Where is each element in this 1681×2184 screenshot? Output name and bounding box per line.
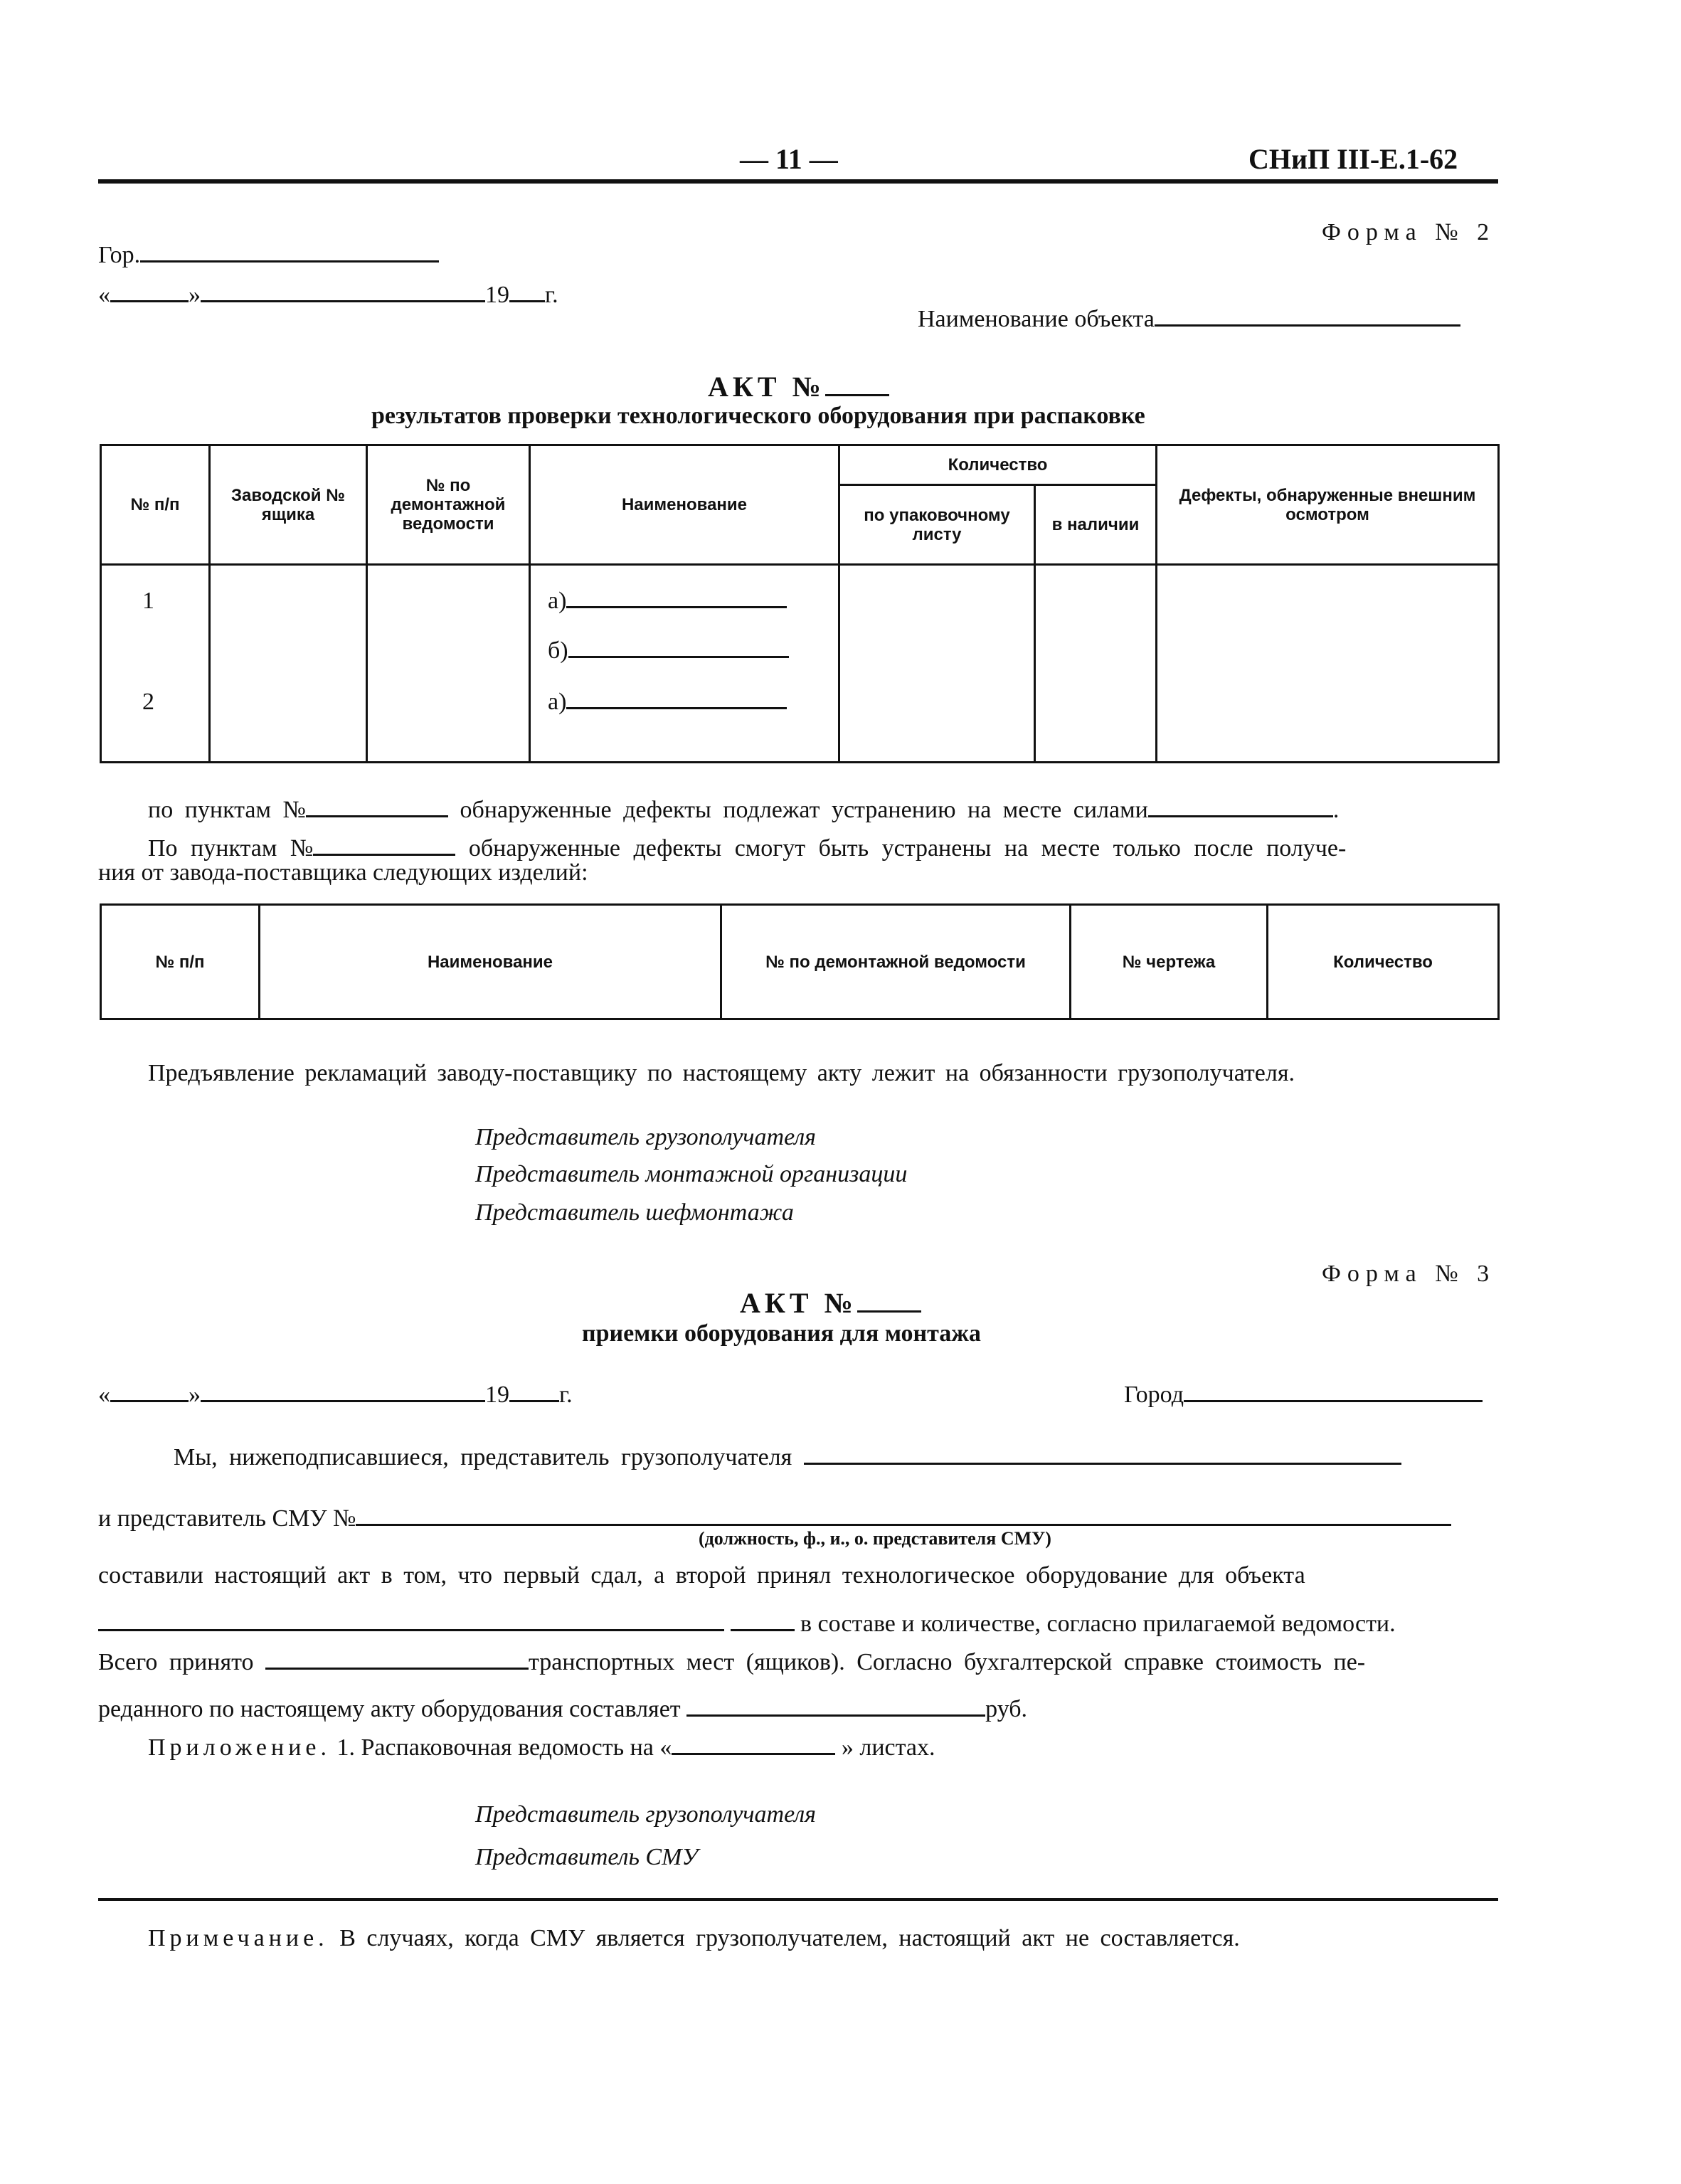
claim-text: Предъявление рекламаций заводу-поставщику по настоящему акту лежит на обязанности грузополучателя. bbox=[148, 1060, 1295, 1086]
item-marker: а) bbox=[548, 588, 567, 614]
form3-date-month-field[interactable] bbox=[201, 1399, 485, 1402]
header-rule bbox=[98, 179, 1498, 184]
form3-line6 bbox=[98, 1696, 1027, 1723]
table-row-num: 1 bbox=[142, 588, 154, 614]
form3-city-field[interactable] bbox=[1184, 1399, 1483, 1402]
form3-line5 bbox=[98, 1649, 1365, 1676]
table-cell-dismount[interactable] bbox=[367, 565, 530, 763]
consignee-rep-field[interactable] bbox=[804, 1462, 1401, 1465]
form2-city-line bbox=[98, 242, 439, 269]
table-cell-qty-packing[interactable] bbox=[839, 565, 1035, 763]
note-text: В случаях, когда СМУ является грузополучателем, настоящий акт не составляется. bbox=[339, 1925, 1240, 1951]
form3-date-open-quote: « bbox=[98, 1382, 110, 1408]
object-name-field[interactable] bbox=[98, 1628, 724, 1631]
form2-date-month-field[interactable] bbox=[201, 299, 485, 302]
footer-rule bbox=[98, 1898, 1498, 1901]
form2-date-day-field[interactable] bbox=[110, 299, 189, 302]
form3-act-subtitle: приемки оборудования для монтажа bbox=[582, 1320, 981, 1347]
col-header-qty-present: в наличии bbox=[1035, 485, 1157, 565]
item-field[interactable] bbox=[566, 706, 787, 709]
col-header-name: Наименование bbox=[260, 905, 721, 1019]
form3-line2-text: и представитель СМУ № bbox=[98, 1505, 356, 1532]
smu-rep-field[interactable] bbox=[356, 1523, 1451, 1526]
form3-act-title bbox=[740, 1286, 921, 1320]
form3-appendix bbox=[148, 1734, 935, 1761]
table-row-item bbox=[548, 637, 789, 664]
form3-date-year: 19 bbox=[485, 1382, 509, 1408]
item-marker: а) bbox=[548, 689, 567, 715]
form2-act-title bbox=[708, 370, 889, 403]
form3-note bbox=[148, 1925, 1240, 1952]
form2-date-year: 19 bbox=[485, 282, 509, 308]
table-row-item bbox=[548, 689, 787, 716]
col-header-quantity: Количество bbox=[1268, 905, 1499, 1019]
para1-points-field[interactable] bbox=[306, 815, 448, 817]
form3-date-year-field[interactable] bbox=[509, 1399, 559, 1402]
form2-signature: Представитель монтажной организации bbox=[475, 1161, 908, 1187]
para1-forces-field[interactable] bbox=[1148, 815, 1333, 817]
table-row-num: 2 bbox=[142, 689, 154, 715]
form2-act-subtitle: результатов проверки технологического оборудования при распаковке bbox=[371, 403, 1145, 429]
form3-line4-text: в составе и количестве, согласно прилагаемой ведомости. bbox=[800, 1611, 1396, 1637]
form3-act-number-field[interactable] bbox=[857, 1310, 921, 1313]
form2-object-label: Наименование объекта bbox=[918, 306, 1155, 332]
form3-city-line bbox=[1124, 1382, 1483, 1409]
col-header-box: Заводской № ящика bbox=[210, 445, 367, 565]
form3-line3: составили настоящий акт в том, что первый сдал, а второй принял технологическое оборудование для объекта bbox=[98, 1562, 1305, 1589]
item-field[interactable] bbox=[566, 605, 787, 608]
form2-date-line bbox=[98, 282, 558, 309]
item-marker: б) bbox=[548, 637, 568, 664]
inspection-table bbox=[100, 444, 1500, 763]
page-number: — 11 — bbox=[740, 143, 838, 175]
para1-text-a: по пунктам № bbox=[148, 797, 306, 823]
table-row-item bbox=[548, 588, 787, 615]
form3-city-label: Город bbox=[1124, 1382, 1184, 1408]
appendix-text-b: » листах. bbox=[841, 1734, 935, 1761]
col-header-drawing: № чертежа bbox=[1071, 905, 1268, 1019]
para2-continuation: ния от завода-поставщика следующих изделий: bbox=[98, 859, 588, 886]
table-cell-defects[interactable] bbox=[1157, 565, 1499, 763]
col-header-qty-packing: по упаковочному листу bbox=[839, 485, 1035, 565]
form2-date-suffix: г. bbox=[545, 282, 558, 308]
col-header-dismount: № по демонтажной ведомости bbox=[721, 905, 1071, 1019]
form2-date-open-quote: « bbox=[98, 282, 110, 308]
form3-line6-text-b: руб. bbox=[985, 1696, 1028, 1722]
table-cell-qty-present[interactable] bbox=[1035, 565, 1157, 763]
form3-date-day-field[interactable] bbox=[110, 1399, 189, 1402]
document-code: СНиП III-Е.1-62 bbox=[1248, 143, 1458, 175]
form2-date-year-field[interactable] bbox=[509, 299, 545, 302]
form3-line6-text-a: реданного по настоящему акту оборудования составляет bbox=[98, 1696, 681, 1722]
para2-text-a: По пунктам № bbox=[148, 835, 314, 862]
para1 bbox=[148, 797, 1339, 824]
form2-object-line bbox=[918, 306, 1460, 333]
form3-line5-text-b: транспортных мест (ящиков). Согласно бухгалтерской справке стоимость пе- bbox=[529, 1649, 1366, 1675]
note-label: Примечание. bbox=[148, 1925, 329, 1951]
col-header-quantity: Количество bbox=[839, 445, 1157, 485]
form3-line5-text-a: Всего принято bbox=[98, 1649, 254, 1675]
form2-label: Форма № 2 bbox=[1322, 219, 1496, 245]
col-header-num: № п/п bbox=[101, 445, 210, 565]
appendix-sheets-field[interactable] bbox=[672, 1752, 835, 1755]
form2-act-title-text: АКТ № bbox=[708, 371, 825, 403]
form3-signature: Представитель СМУ bbox=[475, 1844, 699, 1870]
form2-signature: Представитель шефмонтажа bbox=[475, 1199, 794, 1226]
para1-end: . bbox=[1332, 797, 1340, 823]
table-cell-num bbox=[101, 565, 210, 763]
para2-points-field[interactable] bbox=[313, 853, 455, 856]
appendix-label: Приложение. bbox=[148, 1734, 331, 1761]
form2-signature: Представитель грузополучателя bbox=[475, 1124, 816, 1150]
form3-date-suffix: г. bbox=[559, 1382, 573, 1408]
form3-line4 bbox=[98, 1611, 1396, 1638]
cost-field[interactable] bbox=[686, 1714, 985, 1717]
item-field[interactable] bbox=[568, 655, 789, 658]
form3-act-title-text: АКТ № bbox=[740, 1287, 857, 1319]
smu-rep-caption: (должность, ф., и., о. представителя СМУ) bbox=[699, 1528, 1051, 1549]
appendix-text-a: 1. Распаковочная ведомость на « bbox=[336, 1734, 672, 1761]
supply-table bbox=[100, 903, 1500, 1020]
form2-city-field[interactable] bbox=[140, 260, 439, 263]
col-header-num: № п/п bbox=[101, 905, 260, 1019]
accepted-count-field[interactable] bbox=[265, 1667, 529, 1670]
col-header-name: Наименование bbox=[530, 445, 839, 565]
form3-signature: Представитель грузополучателя bbox=[475, 1801, 816, 1828]
form3-label: Форма № 3 bbox=[1322, 1261, 1496, 1287]
form3-date-close-quote: » bbox=[189, 1382, 201, 1408]
form3-line1-text: Мы, нижеподписавшиеся, представитель грузополучателя bbox=[174, 1444, 792, 1470]
form2-city-label: Гор. bbox=[98, 242, 141, 268]
form3-line1 bbox=[174, 1444, 1401, 1471]
col-header-defects: Дефекты, обнаруженные внешним осмотром bbox=[1157, 445, 1499, 565]
form3-date-line bbox=[98, 1382, 573, 1409]
para2-text-b: обнаруженные дефекты смогут быть устранены на месте только после получе- bbox=[468, 835, 1347, 862]
form2-act-number-field[interactable] bbox=[825, 393, 889, 396]
form2-date-close-quote: » bbox=[189, 282, 201, 308]
para2 bbox=[148, 835, 1346, 862]
para1-text-b: обнаруженные дефекты подлежат устранению на месте силами bbox=[460, 797, 1148, 823]
table-cell-box[interactable] bbox=[210, 565, 367, 763]
col-header-dismount: № по демонтажной ведомости bbox=[367, 445, 530, 565]
form2-object-field[interactable] bbox=[1155, 324, 1460, 327]
object-name-field-2[interactable] bbox=[731, 1628, 795, 1631]
